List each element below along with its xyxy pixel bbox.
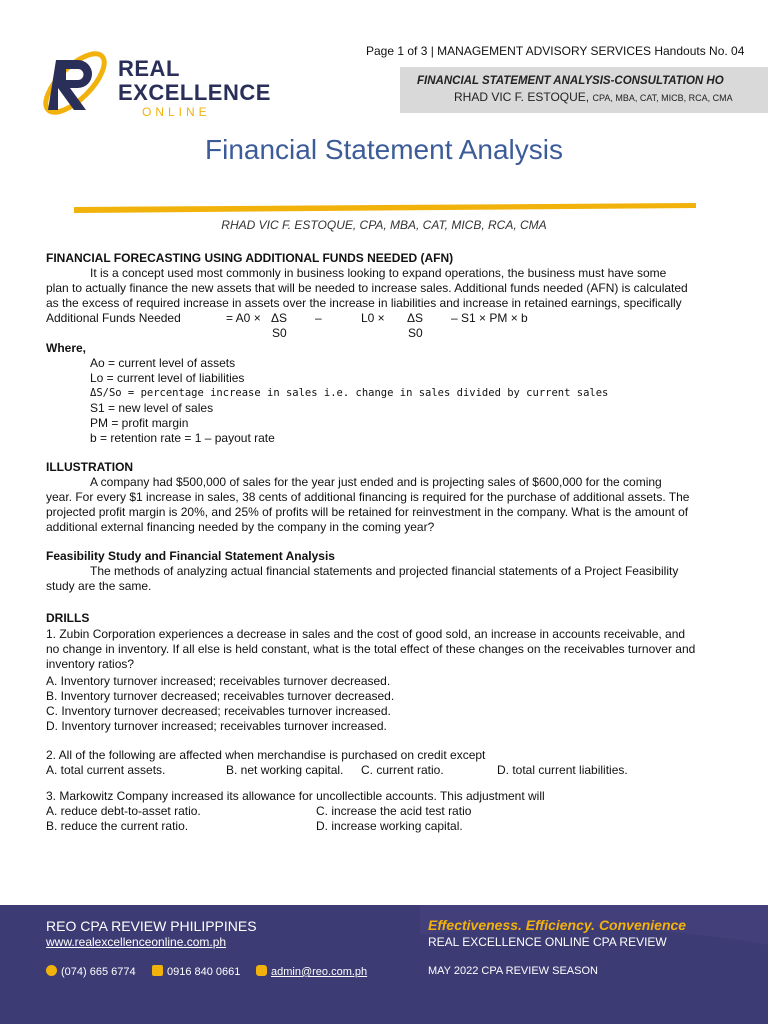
footer-phone (46, 965, 136, 978)
question-2-choice: A. total current assets. (46, 763, 166, 777)
definition-item: ΔS/So = percentage increase in sales i.e. change in sales divided by current sales (90, 387, 609, 399)
illustration-line: A company had $500,000 of sales for the year just ended and is projecting sales of $600,000 for the coming (90, 475, 662, 489)
author-line: RHAD VIC F. ESTOQUE, CPA, MBA, CAT, MICB, RCA, CMA (221, 218, 547, 232)
footer-org: REO CPA REVIEW PHILIPPINES (46, 918, 257, 934)
question-3-choice: D. increase working capital. (316, 819, 463, 833)
footer-email (256, 965, 367, 978)
mobile-icon (152, 965, 163, 976)
logo-text-real: REAL (118, 56, 180, 81)
footer-website-link[interactable]: www.realexcellenceonline.com.ph (46, 935, 227, 949)
afn-para-line: as the excess of required increase in assets over the increase in liabilities and increase in retained earnings, specifically (46, 296, 682, 310)
logo-mark-icon (34, 42, 116, 124)
page-info: Page 1 of 3 | MANAGEMENT ADVISORY SERVICES Handouts No. 04 (366, 44, 745, 58)
question-1-choice: B. Inventory turnover decreased; receivables turnover decreased. (46, 689, 395, 703)
formula-label: Additional Funds Needed (46, 311, 181, 325)
logo (34, 42, 304, 124)
question-2-choice: D. total current liabilities. (497, 763, 628, 777)
feasibility-heading: Feasibility Study and Financial Statement Analysis (46, 549, 335, 563)
illustration-line: additional external financing needed by the company in the coming year? (46, 520, 435, 534)
phone-icon (46, 965, 57, 976)
formula-assets-term: = A0 × (226, 311, 261, 325)
definition-item: Ao = current level of assets (90, 356, 236, 370)
footer-mobile (152, 965, 240, 978)
formula-minus: – (315, 311, 322, 325)
question-3: 3. Markowitz Company increased its allowance for uncollectible accounts. This adjustment will (46, 789, 545, 803)
question-1-choice: C. Inventory turnover decreased; receivables turnover increased. (46, 704, 391, 718)
afn-para-line: plan to actually finance the new assets that will be needed to increase sales. Additional funds needed (AFN) is calculated (46, 281, 688, 295)
footer-phone-text: (074) 665 6774 (61, 966, 136, 978)
question-1-line: inventory ratios? (46, 657, 135, 671)
illustration-line: year. For every $1 increase in sales, 38 cents of additional financing is required for the purchase of additional assets. The (46, 490, 690, 504)
logo-text-excellence: EXCELLENCE (118, 80, 271, 105)
footer-tagline: Effectiveness. Efficiency. Convenience (428, 917, 687, 933)
formula-delta-s: ΔS (407, 311, 424, 325)
feasibility-line: The methods of analyzing actual financial statements and projected financial statements of a Project Feasibility (90, 564, 679, 578)
formula-s0: S0 (272, 326, 287, 340)
formula-s0: S0 (408, 326, 423, 340)
definition-item: PM = profit margin (90, 416, 189, 430)
illustration-heading: ILLUSTRATION (46, 460, 134, 474)
email-icon (256, 965, 267, 976)
definition-item: Lo = current level of liabilities (90, 371, 245, 385)
box-author (454, 90, 733, 104)
footer-email-link[interactable]: admin@reo.com.ph (271, 966, 368, 978)
box-author-credentials: CPA, MBA, CAT, MICB, RCA, CMA (592, 93, 733, 103)
drills-heading: DRILLS (46, 611, 90, 625)
question-2-choice: C. current ratio. (361, 763, 444, 777)
formula-delta-s: ΔS (271, 311, 288, 325)
footer-mobile-text: 0916 840 0661 (167, 966, 241, 978)
question-3-choice: A. reduce debt-to-asset ratio. (46, 804, 201, 818)
box-title: FINANCIAL STATEMENT ANALYSIS-CONSULTATION HO (417, 75, 724, 87)
definition-item: S1 = new level of sales (90, 401, 214, 415)
page-title: Financial Statement Analysis (205, 134, 563, 165)
title-underline (74, 200, 696, 210)
formula-retained-term: – S1 × PM × b (451, 311, 528, 325)
question-1-line: 1. Zubin Corporation experiences a decrease in sales and the cost of good sold, an increase in accounts receivable, and (46, 627, 686, 641)
footer (0, 905, 768, 1024)
footer-season: MAY 2022 CPA REVIEW SEASON (428, 965, 598, 977)
question-2-choice: B. net working capital. (226, 763, 344, 777)
question-1-choice: A. Inventory turnover increased; receivables turnover decreased. (46, 674, 391, 688)
footer-brand: REAL EXCELLENCE ONLINE CPA REVIEW (428, 935, 667, 949)
question-3-choice: B. reduce the current ratio. (46, 819, 189, 833)
question-2: 2. All of the following are affected when merchandise is purchased on credit except (46, 748, 486, 762)
header-info-box (400, 67, 768, 113)
afn-heading: FINANCIAL FORECASTING USING ADDITIONAL FUNDS NEEDED (AFN) (46, 251, 454, 265)
question-3-choice: C. increase the acid test ratio (316, 804, 472, 818)
feasibility-line: study are the same. (46, 579, 152, 593)
afn-para-line: It is a concept used most commonly in business looking to expand operations, the business must have some (90, 266, 667, 280)
formula-liabilities-term: L0 × (361, 311, 385, 325)
question-1-line: no change in inventory. If all else is held constant, what is the total effect of these changes on the receivables turnover and (46, 642, 696, 656)
logo-text-online: ONLINE (142, 105, 211, 119)
where-label: Where, (46, 341, 87, 355)
illustration-line: projected profit margin is 20%, and 25% of profits will be retained for reinvestment in the company. What is the amount of (46, 505, 689, 519)
box-author-name: RHAD VIC F. ESTOQUE, (454, 90, 590, 104)
question-1-choice: D. Inventory turnover increased; receivables turnover increased. (46, 719, 387, 733)
definition-item: b = retention rate = 1 – payout rate (90, 431, 275, 445)
